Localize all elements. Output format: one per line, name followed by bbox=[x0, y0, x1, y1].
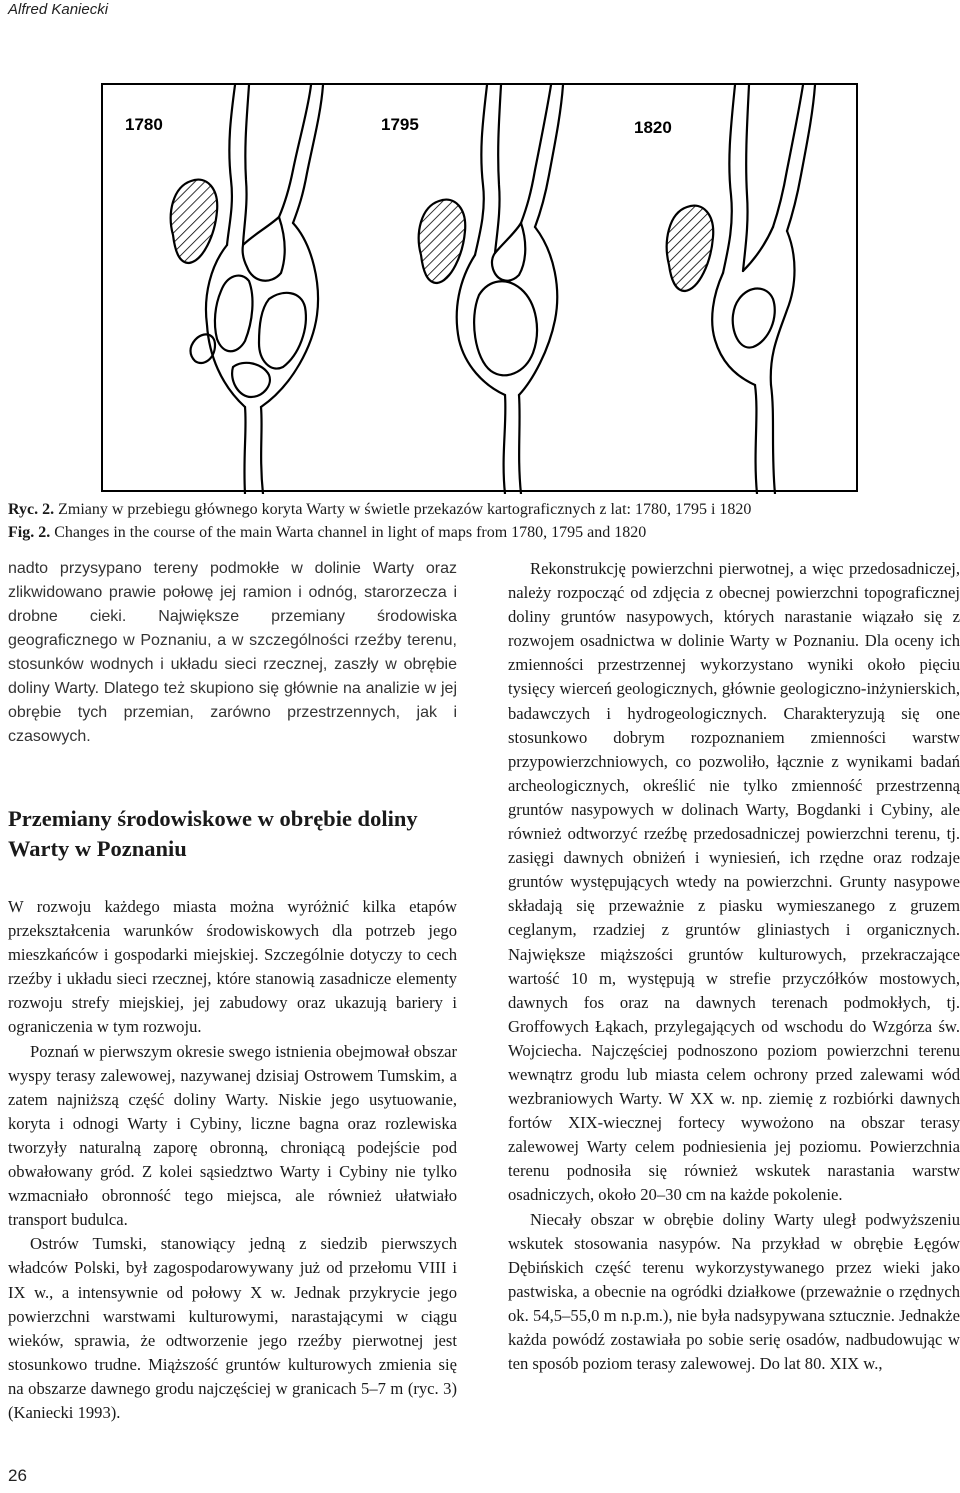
figure-caption-polish bbox=[8, 500, 751, 520]
left-text-column bbox=[8, 557, 457, 1425]
map-1795 bbox=[419, 85, 563, 494]
paragraph: Rekonstrukcję powierzchni pierwotnej, a więc przedosadniczej, należy rozpocząć od zdjęcia z obecnej powierzchni topograficznej doliny gruntów nasypowych, których narastanie wiązało się z rozwojem osadnictwa w dolinie Warty w Poznaniu. Dla oceny ich zmienności przestrzennej wykorzystano wyniki około pięciu tysięcy wierceń geologicznych, głównie geologiczno-inżynierskich, badawczych i hydrogeologicznych. Charakteryzują się one stosunkowo dobrym rozpoznaniem zmienności warstw przypowierzchniowych, co pozwoliło, łącznie z wynikami badań archeologicznych, określić nie tylko zmienność przestrzenną gruntów nasypowych w dolinach Warty, Bogdanki i Cybiny, ale również odtworzyć rzeźbę przedosadniczej powierzchni terenu, tj. zasięgi dawnych obniżeń i wyniesień, ich rzędne oraz rodzaje gruntów występujących wtedy na powierzchni. Grunty nasypowe składają się przeważnie z piasku wymieszanego z gruzem ceglanym, rzadziej z gruntów gliniastych i organicznych. Największe miąższości gruntów kulturowych, przekraczające wartość 10 m, występują w strefie przyczółków mostowych, dawnych fos oraz na dawnych terenach podmokłych, tj. Groffowych Łąkach, przylegających od wschodu do Wzgórza św. Wojciecha. Najczęściej podnoszono poziom powierzchni terenu wewnątrz grodu lub miasta celem ochrony przed zalewami wód wezbraniowych Warty. W XX w. np. ziemię z rozbiórki dawnych fortów XIX-wiecznej fortecy wywożono na obszar terasy zalewowej Warty celem podniesienia jej poziomu. Powierzchnia terenu podnosiła się również wskutek narastania warstw osadniczych, około 20–30 cm na każde pokolenie. bbox=[508, 559, 960, 1205]
section-heading: Przemiany środowiskowe w obrębie doliny Warty w Poznaniu bbox=[8, 806, 418, 861]
paragraph-intro: nadto przysypano tereny podmokłe w dolinie Warty oraz zlikwidowano prawie połowę jej ramion i odnóg, starorzecza i drobne cieki. Największe przemiany środowiska geograficznego w Poznaniu, a w szczególności rzeźby terenu, stosunków wodnych i układu sieci rzecznej, zaszły w obrębie doliny Warty. Dlatego też skupiono się głównie na analizie w jej obrębie tych przemian, zarówno przestrzennych, jak i czasowych. bbox=[8, 560, 457, 745]
paragraph: W rozwoju każdego miasta można wyróżnić kilka etapów przekształcenia warunków środowiskowych dla potrzeb jego mieszkańców i gospodarki miejskiej. Szczególnie dotyczy to cech rzeźby i układu sieci rzecznej, które stanowią zasadnicze elementy rozwoju strefy miejskiej, jej zabudowy oraz ukazują bariery i ograniczenia w tym rozwoju. bbox=[8, 897, 457, 1037]
year-label-1780: 1780 bbox=[125, 115, 163, 134]
year-label-1820: 1820 bbox=[634, 118, 672, 137]
caption-label-pl: Ryc. 2. bbox=[8, 501, 55, 518]
map-1820 bbox=[667, 85, 815, 494]
figure-caption-english bbox=[8, 523, 646, 543]
caption-label-en: Fig. 2. bbox=[8, 524, 51, 541]
paragraph: Ostrów Tumski, stanowiący jedną z siedzib pierwszych władców Polski, był zagospodarowywany już od przełomu VIII i IX w., a intensywnie od połowy X w. Jednak przykrycie jego powierzchni warstwami kulturowymi, narastającymi w ciągu wieków, sprawia, że odtworzenie jego rzeźby pierwotnej jest stosunkowo trudne. Miąższość gruntów kulturowych zmienia się na obszarze dawnego grodu najczęściej w granicach 5–7 m (ryc. 3) (Kaniecki 1993). bbox=[8, 1234, 457, 1422]
right-text-column bbox=[508, 557, 960, 1376]
running-head-author: Alfred Kaniecki bbox=[8, 1, 109, 18]
figure-map-panel bbox=[101, 83, 858, 492]
year-label-1795: 1795 bbox=[381, 115, 419, 134]
page-number: 26 bbox=[8, 1466, 27, 1485]
channel-maps-svg bbox=[103, 85, 860, 494]
caption-text-pl: Zmiany w przebiegu głównego koryta Warty w świetle przekazów kartograficznych z lat: 1780, 1795 i 1820 bbox=[58, 501, 752, 518]
caption-text-en: Changes in the course of the main Warta channel in light of maps from 1780, 1795 and 1820 bbox=[54, 524, 647, 541]
paragraph: Niecały obszar w obrębie doliny Warty uległ podwyższeniu wskutek stosowania nasypów. Na przykład w obrębie Łęgów Dębińskich część terenu wykorzystywanego przez wieki jako pastwiska, a obecnie na ogródki działkowe (przeważnie o rzędnych ok. 54,5–55,0 m n.p.m.), nie była nadsypywana sztucznie. Jednakże każda powódź zostawiała po sobie serię osadów, nadbudowując w ten sposób poziom terasy zalewowej. Do lat 80. XIX w., bbox=[508, 1209, 960, 1374]
paragraph: Poznań w pierwszym okresie swego istnienia obejmował obszar wyspy terasy zalewowej, nazywanej dzisiaj Ostrowem Tumskim, a zatem najniższą część doliny Warty. Niskie jego usytuowanie, koryta i odnogi Warty i Cybiny, liczne bagna oraz rozlewiska tworzyły naturalną zaporę obronną, chroniącą podejście pod obwałowany gród. Z kolei sąsiedztwo Warty i Cybiny nie tylko wzmacniało obronność tego miejsca, ale również ułatwiało transport budulca. bbox=[8, 1041, 457, 1230]
map-1780 bbox=[171, 85, 323, 494]
